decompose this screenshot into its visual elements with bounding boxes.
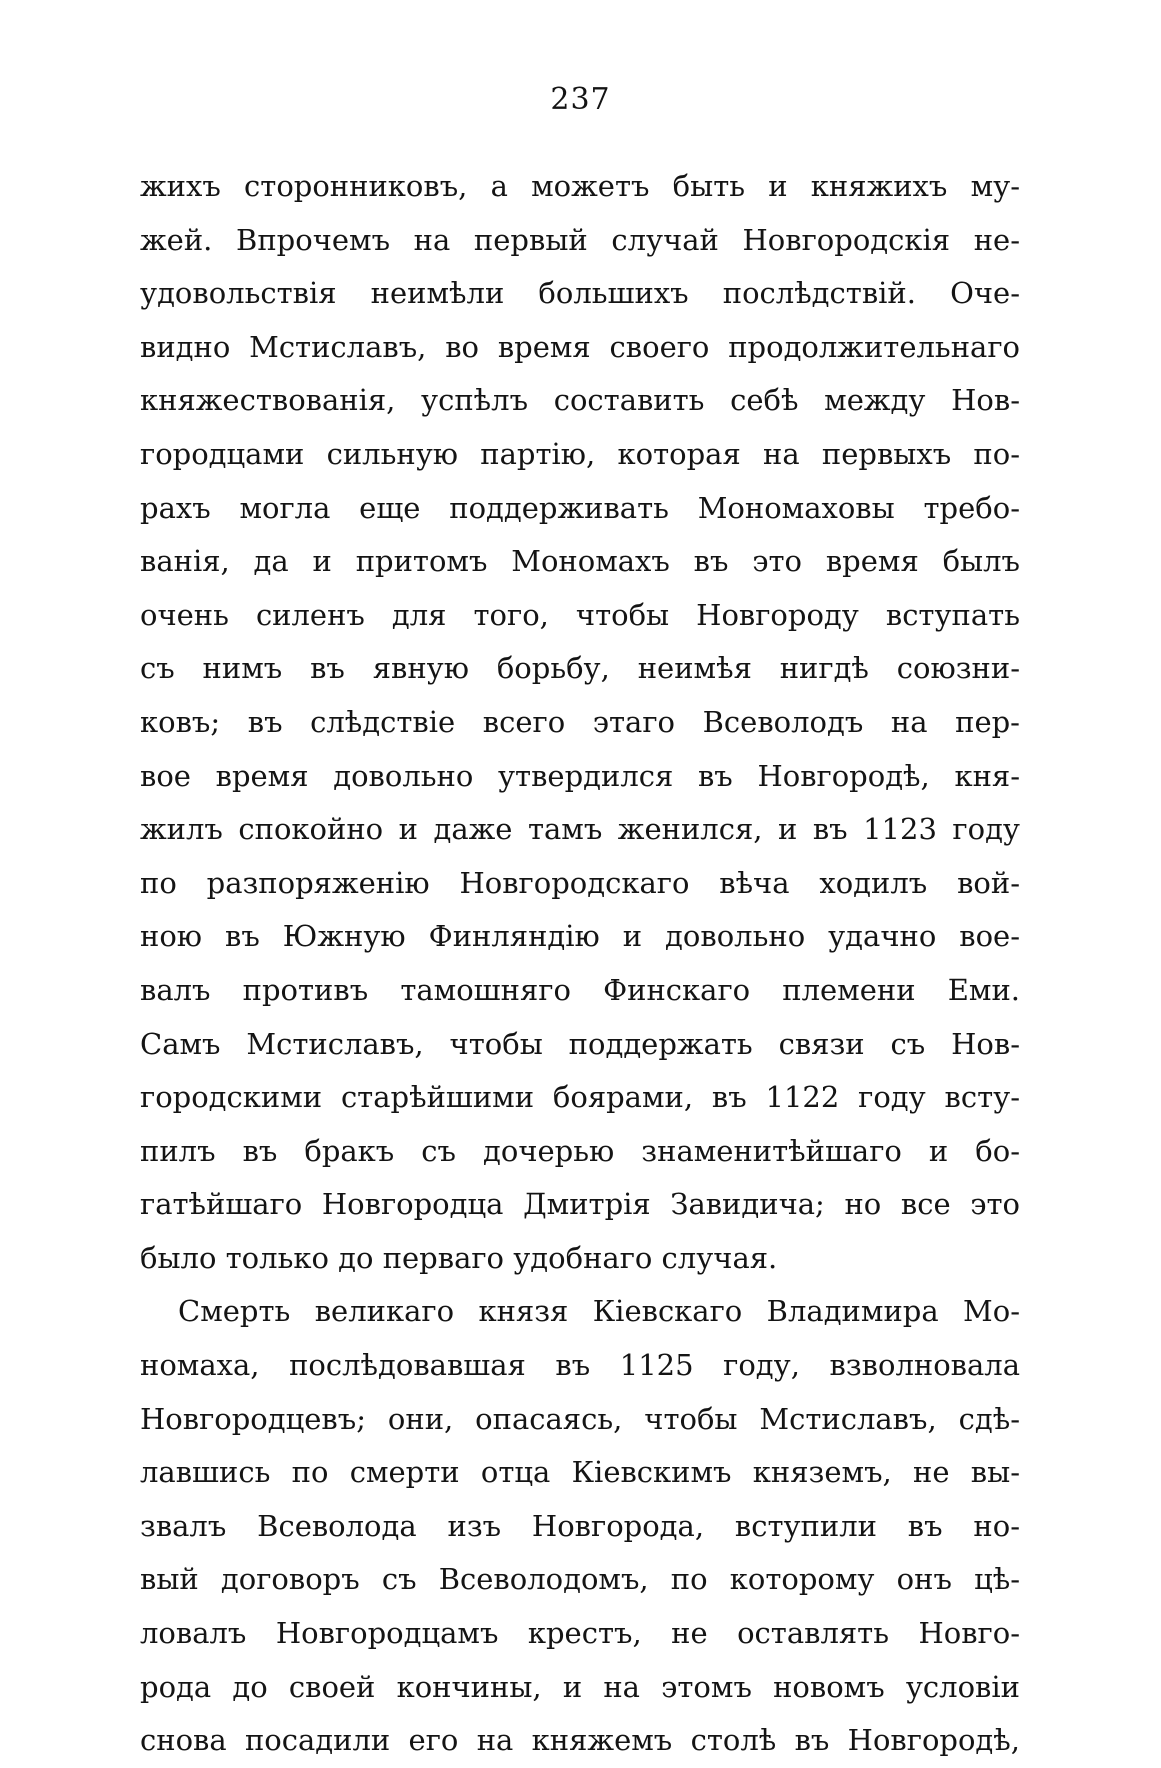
text-line: ванія, да и притомъ Мономахъ въ это время былъ [140,544,1020,579]
text-line: городцами сильную партію, которая на первыхъ по- [140,436,1020,471]
text-line: гатѣйшаго Новгородца Дмитрія Завидича; но все это [140,1187,1020,1222]
text-line: ковъ; въ слѣдствіе всего этаго Всеволодъ на пер- [140,704,1020,739]
text-line: по разпоряженію Новгородскаго вѣча ходилъ вой- [140,865,1020,900]
text-line: жей. Впрочемъ на первый случай Новгородскія не- [140,222,1020,257]
text-line: ловалъ Новгородцамъ крестъ, не оставлять Новго- [140,1616,1020,1651]
text-line: жилъ спокойно и даже тамъ женился, и въ 1123 году [140,812,1020,847]
text-line: городскими старѣйшими боярами, въ 1122 году всту- [140,1080,1020,1115]
text-line: видно Мстиславъ, во время своего продолжительнаго [140,329,1020,364]
text-line: было только до перваго удобнаго случая. [140,1240,778,1275]
text-line: ною въ Южную Финляндію и довольно удачно вое- [140,919,1020,954]
text-line: вое время довольно утвердился въ Новгородѣ, кня- [140,758,1020,793]
text-line: Самъ Мстиславъ, чтобы поддержать связи съ Нов- [140,1026,1020,1061]
text-line: вый договоръ съ Всеволодомъ, по которому онъ цѣ- [140,1562,1020,1597]
text-line: очень силенъ для того, чтобы Новгороду вступать [140,597,1020,632]
text-line: номаха, послѣдовавшая въ 1125 году, взволновала [140,1348,1020,1383]
body-text [140,160,1020,1768]
text-line: удовольствія неимѣли большихъ послѣдствій. Оче- [140,276,1020,311]
text-line: Новгородцевъ; они, опасаясь, чтобы Мстиславъ, сдѣ- [140,1401,1020,1436]
text-line: Смерть великаго князя Кіевскаго Владимира Мо- [178,1294,1020,1329]
text-line: пилъ въ бракъ съ дочерью знаменитѣйшаго и бо- [140,1133,1020,1168]
text-line: съ нимъ въ явную борьбу, неимѣя нигдѣ союзни- [140,651,1020,686]
text-line: рахъ могла еще поддерживать Мономаховы требо- [140,490,1020,525]
text-line: снова посадили его на княжемъ столѣ въ Новгородѣ, [140,1723,1020,1758]
page-number: 237 [550,82,611,117]
text-line: лавшись по смерти отца Кіевскимъ княземъ, не вы- [140,1455,1020,1490]
text-line: звалъ Всеволода изъ Новгорода, вступили въ но- [140,1508,1020,1543]
text-line: рода до своей кончины, и на этомъ новомъ условіи [140,1669,1020,1704]
text-line: валъ противъ тамошняго Финскаго племени Еми. [140,972,1020,1007]
text-line: княжествованія, успѣлъ составить себѣ между Нов- [140,383,1020,418]
text-line: жихъ сторонниковъ, а можетъ быть и княжихъ му- [140,169,1020,203]
